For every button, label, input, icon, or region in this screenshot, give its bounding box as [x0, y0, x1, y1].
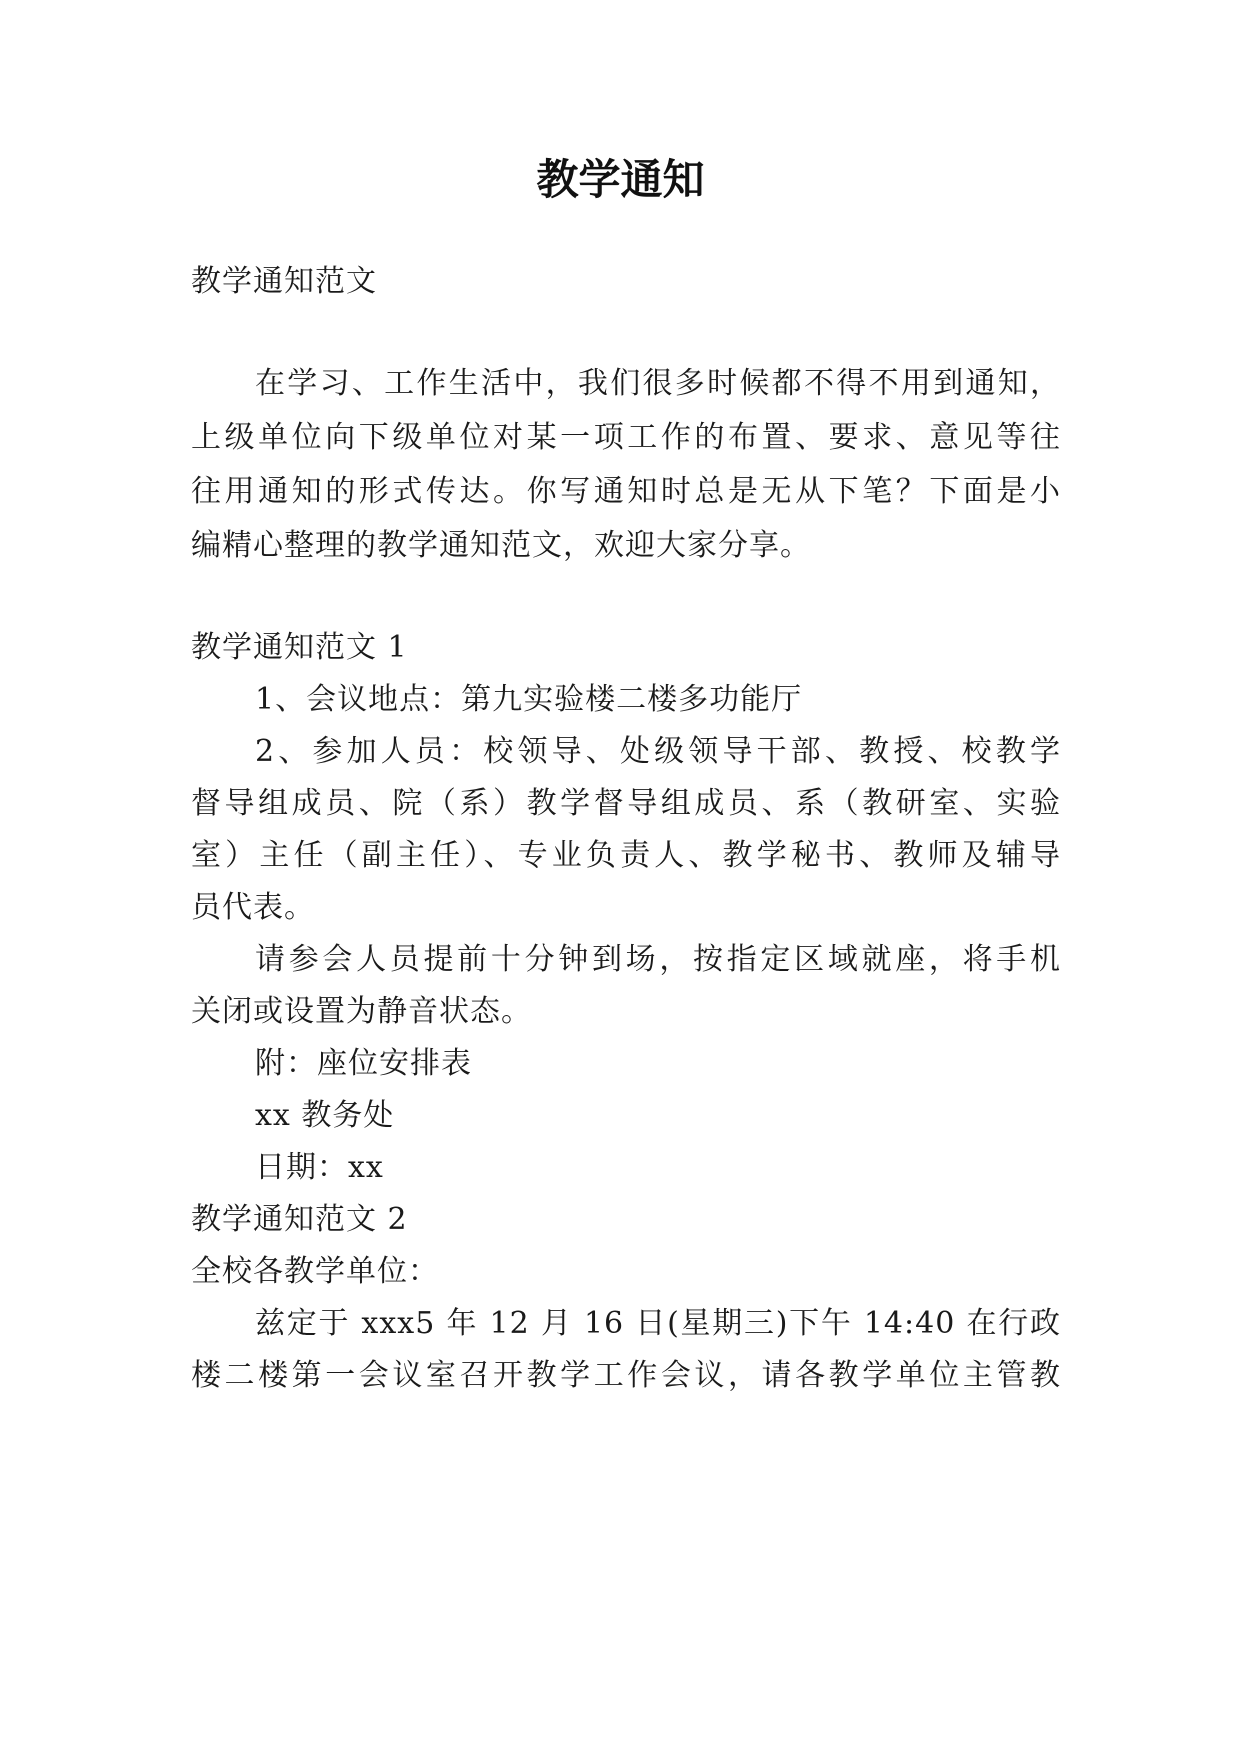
intro-line-2: 上级单位向下级单位对某一项工作的布置、要求、意见等往 [191, 420, 1061, 455]
subtitle: 教学通知范文 [191, 264, 377, 299]
sample-1-item-2-line-3: 室）主任（副主任）、专业负责人、教学秘书、教师及辅导 [191, 838, 1061, 873]
intro-line-4: 编精心整理的教学通知范文，欢迎大家分享。 [191, 528, 811, 563]
sample-2-body-line-2: 楼二楼第一会议室召开教学工作会议，请各教学单位主管教 [191, 1358, 1061, 1393]
intro-line-1: 在学习、工作生活中，我们很多时候都不得不用到通知， [255, 366, 1061, 401]
sample-2-body-line-1: 兹定于 xxx5 年 12 月 16 日(星期三)下午 14:40 在行政 [255, 1306, 1061, 1341]
sample-1-notice-line-1: 请参会人员提前十分钟到场，按指定区域就座，将手机 [255, 942, 1061, 977]
sample-1-item-2-line-1: 2、参加人员：校领导、处级领导干部、教授、校教学 [255, 734, 1061, 769]
sample-1-item-1: 1、会议地点：第九实验楼二楼多功能厅 [255, 682, 803, 717]
sample-1-heading: 教学通知范文 1 [191, 630, 408, 665]
sample-2-salutation: 全校各教学单位： [191, 1254, 439, 1289]
sample-1-issuer: xx 教务处 [255, 1098, 395, 1133]
sample-1-item-2-line-2: 督导组成员、院（系）教学督导组成员、系（教研室、实验 [191, 786, 1061, 821]
sample-1-item-2-line-4: 员代表。 [191, 890, 315, 925]
sample-2-heading: 教学通知范文 2 [191, 1202, 408, 1237]
document-title: 教学通知 [536, 155, 705, 204]
sample-1-date: 日期：xx [255, 1150, 384, 1185]
sample-1-notice-line-2: 关闭或设置为静音状态。 [191, 994, 532, 1029]
intro-line-3: 往用通知的形式传达。你写通知时总是无从下笔？下面是小 [191, 474, 1061, 509]
sample-1-attachment: 附：座位安排表 [255, 1046, 472, 1081]
